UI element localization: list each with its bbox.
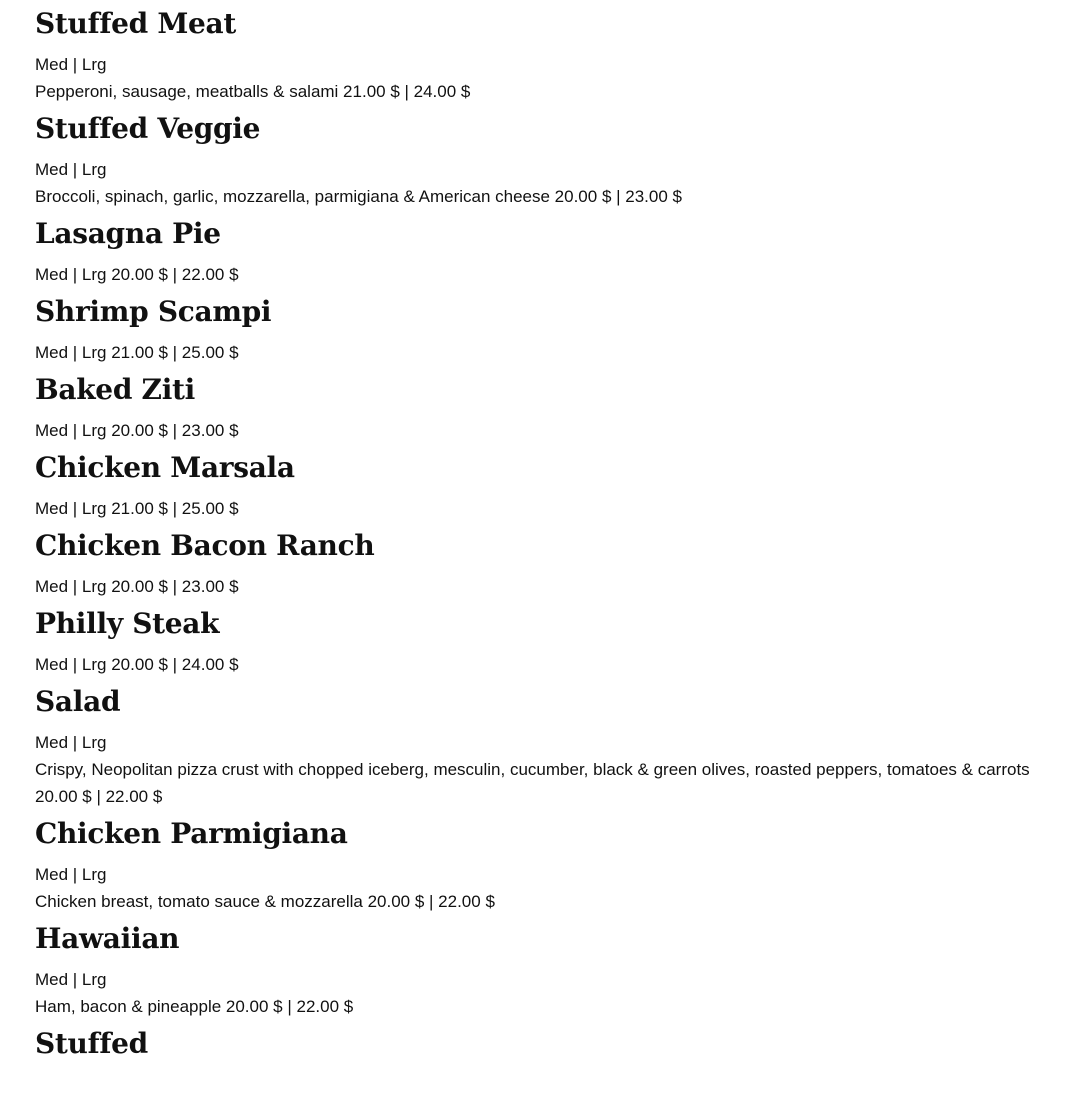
menu-item <box>35 816 1045 915</box>
menu-item <box>35 684 1045 810</box>
menu-item-sizes: Med | Lrg <box>35 970 107 989</box>
menu-item <box>35 6 1045 105</box>
menu-item-name: Baked Ziti <box>35 373 195 406</box>
menu-item-sizes: Med | Lrg 20.00 $ | 22.00 $ <box>35 265 239 284</box>
menu-item-name: Shrimp Scampi <box>35 295 272 328</box>
menu-item-description: Broccoli, spinach, garlic, mozzarella, parmigiana & American cheese 20.00 $ | 23.00 $ <box>35 187 682 206</box>
menu-item-sizes: Med | Lrg 21.00 $ | 25.00 $ <box>35 343 239 362</box>
menu-list <box>35 0 1045 1062</box>
menu-item-sizes: Med | Lrg 20.00 $ | 23.00 $ <box>35 421 239 440</box>
menu-item-description: Chicken breast, tomato sauce & mozzarella 20.00 $ | 22.00 $ <box>35 892 495 911</box>
menu-item-name: Stuffed Veggie <box>35 112 261 145</box>
menu-item-name: Salad <box>35 685 121 718</box>
menu-item <box>35 111 1045 210</box>
menu-item-sizes: Med | Lrg <box>35 55 107 74</box>
menu-item-name: Hawaiian <box>35 922 180 955</box>
menu-item <box>35 294 1045 366</box>
menu-item-name: Philly Steak <box>35 607 220 640</box>
menu-item-description: Crispy, Neopolitan pizza crust with chopped iceberg, mesculin, cucumber, black & green olives, roasted peppers, tomatoes & carrots 20.00 $ | 22.00 $ <box>35 760 1030 806</box>
menu-item-sizes: Med | Lrg <box>35 160 107 179</box>
menu-item <box>35 372 1045 444</box>
menu-item-description: Ham, bacon & pineapple 20.00 $ | 22.00 $ <box>35 997 354 1016</box>
menu-item-sizes: Med | Lrg <box>35 865 107 884</box>
menu-item <box>35 1026 1045 1062</box>
menu-item-name: Stuffed Meat <box>35 7 237 40</box>
menu-item-name: Stuffed <box>35 1027 148 1060</box>
menu-item-name: Chicken Parmigiana <box>35 817 348 850</box>
menu-item-sizes: Med | Lrg 20.00 $ | 24.00 $ <box>35 655 239 674</box>
menu-item-sizes: Med | Lrg 21.00 $ | 25.00 $ <box>35 499 239 518</box>
menu-item-sizes: Med | Lrg <box>35 733 107 752</box>
menu-item <box>35 921 1045 1020</box>
menu-item-name: Lasagna Pie <box>35 217 221 250</box>
menu-item <box>35 606 1045 678</box>
menu-item-name: Chicken Bacon Ranch <box>35 529 375 562</box>
menu-item <box>35 528 1045 600</box>
menu-item-sizes: Med | Lrg 20.00 $ | 23.00 $ <box>35 577 239 596</box>
menu-item-description: Pepperoni, sausage, meatballs & salami 21.00 $ | 24.00 $ <box>35 82 471 101</box>
menu-item-name: Chicken Marsala <box>35 451 295 484</box>
menu-item <box>35 450 1045 522</box>
menu-item <box>35 216 1045 288</box>
